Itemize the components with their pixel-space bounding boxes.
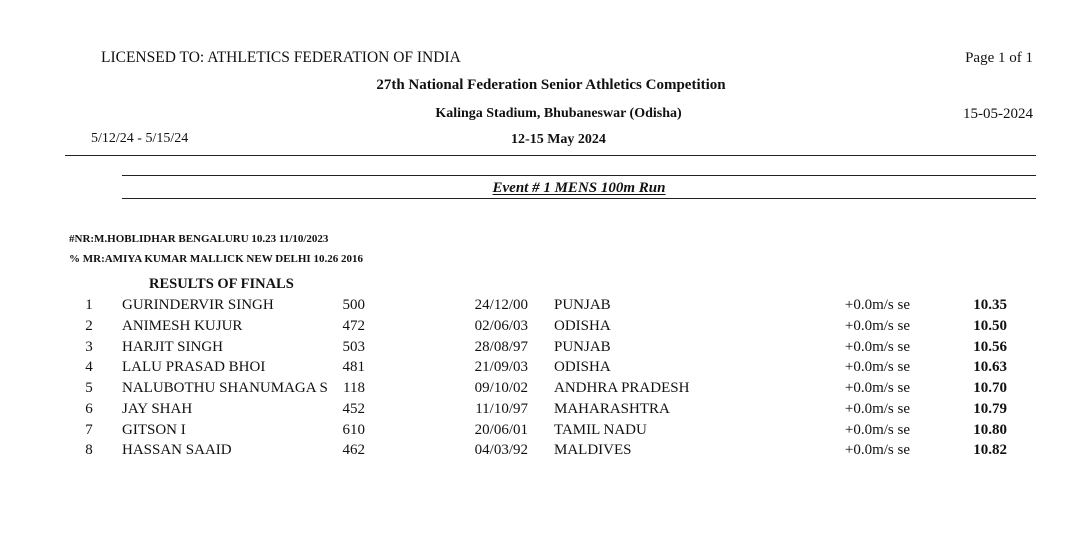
finish-time: 10.63 <box>973 359 1007 375</box>
bib-number: 118 <box>343 380 365 396</box>
athlete-name: HARJIT SINGH <box>122 339 223 355</box>
bib-number: 610 <box>342 422 365 438</box>
birth-date: 02/06/03 <box>474 318 528 334</box>
wind: +0.0m/s se <box>844 359 910 375</box>
birth-date: 04/03/92 <box>474 442 528 458</box>
place: 2 <box>85 318 93 334</box>
place: 3 <box>85 339 93 355</box>
birth-date: 28/08/97 <box>474 339 528 355</box>
place: 1 <box>85 297 93 313</box>
athlete-name: ANIMESH KUJUR <box>122 318 243 334</box>
team: ANDHRA PRADESH <box>554 380 690 396</box>
finish-time: 10.56 <box>973 339 1007 355</box>
licensed-to: LICENSED TO: ATHLETICS FEDERATION OF INDIA <box>101 49 461 66</box>
bib-number: 481 <box>342 359 365 375</box>
place: 7 <box>85 422 93 438</box>
wind: +0.0m/s se <box>844 380 910 396</box>
page-number: Page 1 of 1 <box>965 50 1033 66</box>
place: 8 <box>85 442 93 458</box>
team: ODISHA <box>554 359 611 375</box>
finish-time: 10.70 <box>973 380 1007 396</box>
bib-number: 472 <box>342 318 365 334</box>
meet-record: % MR:AMIYA KUMAR MALLICK NEW DELHI 10.26 2016 <box>69 253 363 265</box>
bib-number: 462 <box>342 442 365 458</box>
venue: Kalinga Stadium, Bhubaneswar (Odisha) <box>435 106 682 121</box>
date-range: 5/12/24 - 5/15/24 <box>91 131 189 146</box>
finish-time: 10.35 <box>973 297 1007 313</box>
place: 6 <box>85 401 93 417</box>
header-divider <box>65 155 1036 156</box>
athlete-name: LALU PRASAD BHOI <box>122 359 266 375</box>
wind: +0.0m/s se <box>844 318 910 334</box>
table-row <box>0 401 1080 422</box>
birth-date: 09/10/02 <box>474 380 528 396</box>
wind: +0.0m/s se <box>844 442 910 458</box>
print-date: 15-05-2024 <box>963 106 1033 122</box>
finish-time: 10.79 <box>973 401 1007 417</box>
team: MAHARASHTRA <box>554 401 670 417</box>
wind: +0.0m/s se <box>844 401 910 417</box>
results-heading: RESULTS OF FINALS <box>149 276 294 292</box>
table-row <box>0 339 1080 360</box>
event-bottom-divider <box>122 198 1036 199</box>
place: 5 <box>85 380 93 396</box>
athlete-name: NALUBOTHU SHANUMAGA S <box>122 380 328 396</box>
event-top-divider <box>122 175 1036 176</box>
wind: +0.0m/s se <box>844 339 910 355</box>
table-row <box>0 380 1080 401</box>
competition-title: 27th National Federation Senior Athletics Competition <box>376 77 726 93</box>
bib-number: 503 <box>342 339 365 355</box>
bib-number: 500 <box>342 297 365 313</box>
team: TAMIL NADU <box>554 422 647 438</box>
event-title <box>122 180 1036 197</box>
national-record: #NR:M.HOBLIDHAR BENGALURU 10.23 11/10/2023 <box>69 233 329 245</box>
place: 4 <box>85 359 93 375</box>
table-row <box>0 422 1080 443</box>
competition-dates: 12-15 May 2024 <box>511 132 606 147</box>
athlete-name: HASSAN SAAID <box>122 442 232 458</box>
wind: +0.0m/s se <box>844 297 910 313</box>
athlete-name: GURINDERVIR SINGH <box>122 297 274 313</box>
wind: +0.0m/s se <box>844 422 910 438</box>
finish-time: 10.50 <box>973 318 1007 334</box>
table-row <box>0 318 1080 339</box>
team: ODISHA <box>554 318 611 334</box>
team: PUNJAB <box>554 297 611 313</box>
table-row <box>0 359 1080 380</box>
table-row <box>0 297 1080 318</box>
table-row <box>0 442 1080 463</box>
event-title-text: Event # 1 MENS 100m Run <box>492 180 666 196</box>
birth-date: 21/09/03 <box>474 359 528 375</box>
team: MALDIVES <box>554 442 632 458</box>
team: PUNJAB <box>554 339 611 355</box>
birth-date: 24/12/00 <box>474 297 528 313</box>
bib-number: 452 <box>342 401 365 417</box>
athlete-name: JAY SHAH <box>122 401 193 417</box>
athlete-name: GITSON I <box>122 422 186 438</box>
finish-time: 10.82 <box>973 442 1007 458</box>
finish-time: 10.80 <box>973 422 1007 438</box>
birth-date: 11/10/97 <box>475 401 528 417</box>
birth-date: 20/06/01 <box>474 422 528 438</box>
